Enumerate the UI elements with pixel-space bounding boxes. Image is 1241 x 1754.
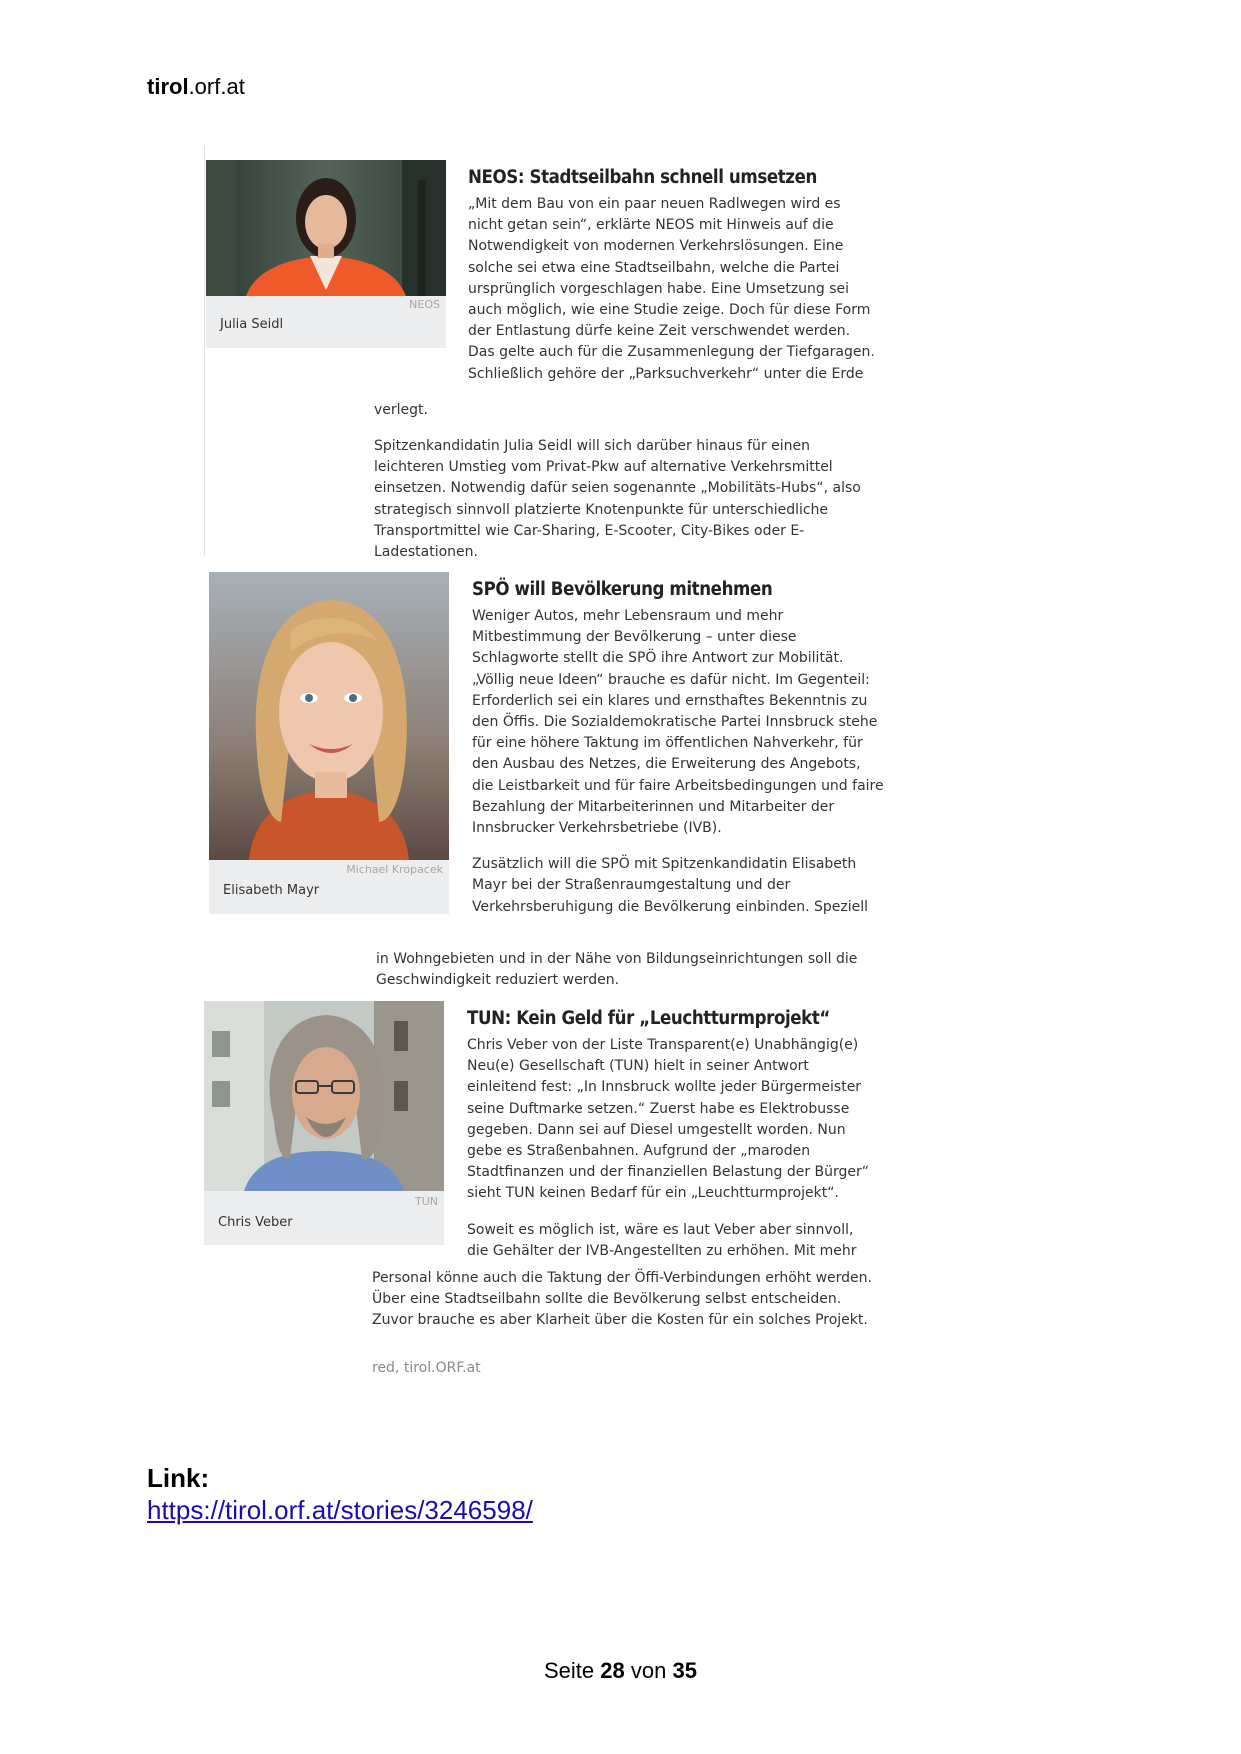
figure-elisabeth-mayr — [209, 572, 449, 914]
photo-credit: NEOS — [409, 298, 440, 311]
total-page-count: 35 — [672, 1658, 697, 1683]
photo-caption: Elisabeth Mayr — [223, 883, 320, 898]
paragraph: Chris Veber von der Liste Transparent(e) Unabhängig(e) Neu(e) Gesellschaft (TUN) hielt in seiner Antwort einleitend fest: „In Innsbruck wollte jeder Bürgermeister seine Duftmarke setzen.“ Zuerst habe es Elektrobusse gegeben. Dann sei auf Diesel umgestellt worden. Nun gebe es Straßenbahnen. Aufgrund der „maroden Stadtfinanzen und der finanziellen Belastung der Bürger“ sieht TUN keinen Bedarf für ein „Leuchtturmprojekt“. — [467, 1037, 870, 1202]
paragraph: Weniger Autos, mehr Lebensraum und mehr Mitbestimmung der Bevölkerung – unter diese Schlagworte stellt die SPÖ ihre Antwort zur Mobilität. „Völlig neue Ideen“ brauche es dafür nicht. Im Gegenteil: Erforderlich sei ein klares und ernsthaftes Bekenntnis zu den Öffis. Die Sozialdemokratische Partei Innsbruck stehe für eine höhere Taktung im öffentlichen Nahverkehr, für den Ausbau des Netzes, die Erweiterung des Angebots, die Leistbarkeit und für faire Arbeitsbedingungen und faire Bezahlung der Mitarbeiterinnen und Mitarbeiter der Innsbrucker Verkehrsbetriebe (IVB). — [472, 608, 884, 837]
paragraph: „Mit dem Bau von ein paar neuen Radlwegen wird es nicht getan sein“, erklärte NEOS mit Hinweis auf die Notwendigkeit von modernen Verkehrslösungen. Eine solche sei etwa eine Stadtseilbahn, welche die Partei ursprünglich vorgeschlagen habe. Eine Umsetzung sei auch möglich, wie eine Studie zeige. Doch für diese Form der Entlastung dürfe keine Zeit verschwendet werden. Das gelte auch für die Zusammenlegung der Tiefgaragen. Schließlich gehöre der „Parksuchverkehr“ unter die Erde — [468, 196, 875, 382]
paragraph-continuation: verlegt. — [374, 402, 428, 418]
paragraph: Spitzenkandidatin Julia Seidl will sich darüber hinaus für einen leichteren Umstieg vom Privat-Pkw auf alternative Verkehrsmittel einsetzen. Notwendig dafür seien sogenannte „Mobilitäts-Hubs“, also strategisch sinnvoll platzierte Knotenpunkte für unterschiedliche Transportmittel wie Car-Sharing, E-Scooter, City-Bikes oder E-Ladestationen. — [374, 438, 861, 561]
site-name-bold: tirol — [147, 74, 189, 99]
section-headline: NEOS: Stadtseilbahn schnell umsetzen — [468, 167, 817, 188]
footer-mid: von — [630, 1658, 667, 1683]
section-spoe — [204, 572, 884, 992]
photo-credit: TUN — [415, 1195, 438, 1208]
photo-caption: Chris Veber — [218, 1215, 293, 1230]
paragraph-continuation: Personal könne auch die Taktung der Öffi-Verbindungen erhöht werden. Über eine Stadtseilbahn sollte die Bevölkerung selbst entscheiden. Zuvor brauche es aber Klarheit über die Kosten für ein solches Projekt. — [372, 1270, 872, 1329]
photo-credit: Michael Kropacek — [346, 863, 443, 876]
section-neos — [204, 160, 884, 570]
photo-julia-seidl — [206, 160, 446, 296]
article-clipping — [204, 146, 884, 1386]
site-header — [147, 74, 245, 100]
section-text — [472, 577, 884, 918]
link-label: Link: — [147, 1463, 210, 1493]
paragraph: Zusätzlich will die SPÖ mit Spitzenkandidatin Elisabeth Mayr bei der Straßenraumgestaltung und der Verkehrsberuhigung die Bevölkerung einbinden. Speziell — [472, 856, 869, 915]
footer-prefix: Seite — [544, 1658, 595, 1683]
section-text — [467, 1006, 879, 1262]
site-name-rest: .orf.at — [188, 74, 245, 99]
photo-elisabeth-mayr — [209, 572, 449, 860]
section-headline: TUN: Kein Geld für „Leuchtturmprojekt“ — [467, 1008, 830, 1029]
photo-caption: Julia Seidl — [220, 317, 284, 332]
paragraph-continuation: in Wohngebieten und in der Nähe von Bildungseinrichtungen soll die Geschwindigkeit reduziert werden. — [376, 951, 858, 989]
paragraph: Soweit es möglich ist, wäre es laut Veber aber sinnvoll, die Gehälter der IVB-Angestellten zu erhöhen. Mit mehr — [467, 1221, 857, 1259]
article-link[interactable]: https://tirol.orf.at/stories/3246598/ — [147, 1495, 533, 1525]
current-page-number: 28 — [600, 1658, 625, 1683]
page-footer — [0, 1658, 1241, 1684]
source-note: red, tirol.ORF.at — [372, 1360, 481, 1376]
section-tun — [204, 1001, 884, 1386]
photo-chris-veber — [204, 1001, 444, 1191]
section-headline: SPÖ will Bevölkerung mitnehmen — [472, 579, 773, 600]
figure-julia-seidl — [206, 160, 446, 348]
figure-chris-veber — [204, 1001, 444, 1245]
section-text — [468, 165, 878, 385]
